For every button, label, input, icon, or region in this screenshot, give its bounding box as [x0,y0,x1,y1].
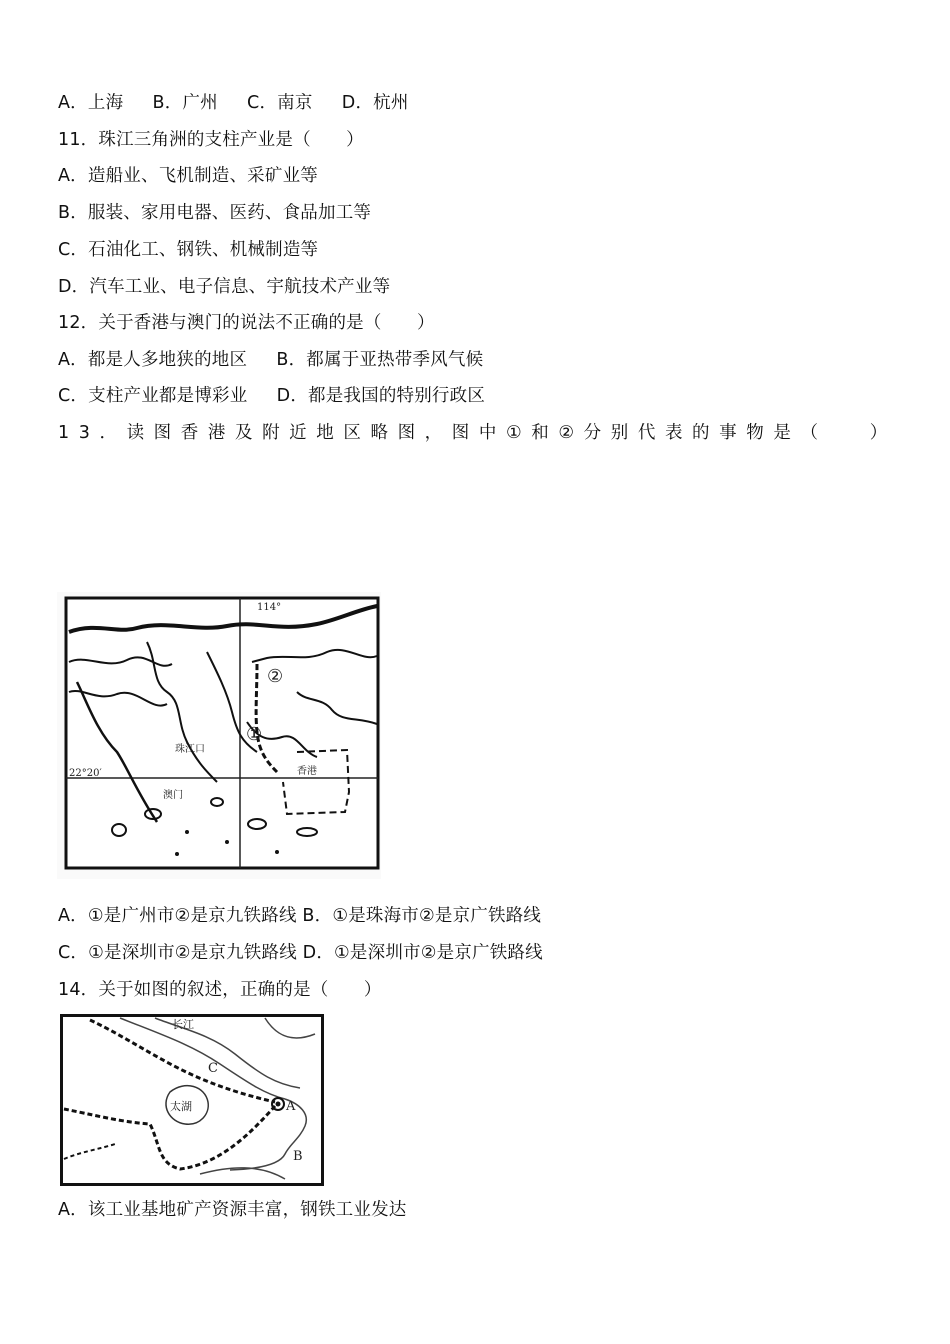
q14-option-a: A．该工业基地矿产资源丰富，钢铁工业发达 [58,1200,407,1220]
q11-option-a: A．造船业、飞机制造、采矿业等 [58,166,318,186]
q12-options-cd: C．支柱产业都是博彩业 D．都是我国的特别行政区 [58,386,486,406]
hong-kong-map [57,592,381,879]
place-zhujiangkou: 珠江口 [175,744,205,755]
place-macau: 澳门 [163,790,183,801]
marker-1: ① [246,724,263,745]
q12-options-ab: A．都是人多地狭的地区 B．都属于亚热带季风气候 [58,350,484,370]
longitude-label: 114° [257,602,282,613]
label-c: C [208,1061,218,1076]
river-label: 长江 [172,1018,194,1031]
q11-option-c: C．石油化工、钢铁、机械制造等 [58,240,319,260]
yangtze-delta-map [60,1014,324,1186]
q13-options-cd: C．①是深圳市②是京九铁路线 D．①是深圳市②是京广铁路线 [58,943,543,963]
question-12: 12．关于香港与澳门的说法不正确的是（ ） [58,313,435,333]
question-13: 13．读图香港及附近地区略图，图中①和②分别代表的事物是（ ） [58,423,897,443]
question-14: 14．关于如图的叙述，正确的是（ ） [58,980,382,1000]
question-11: 11．珠江三角洲的支柱产业是（ ） [58,130,364,150]
q11-option-b: B．服装、家用电器、医药、食品加工等 [58,203,372,223]
marker-2: ② [267,666,284,687]
latitude-label: 22°20′ [69,768,102,779]
label-a: A [286,1099,296,1114]
q13-options-ab: A．①是广州市②是京九铁路线 B．①是珠海市②是京广铁路线 [58,906,542,926]
place-hongkong: 香港 [297,766,317,777]
option-line-q10: A．上海 B．广州 C．南京 D．杭州 [58,93,409,113]
lake-label: 太湖 [170,1100,192,1113]
label-b: B [293,1149,303,1164]
q11-option-d: D．汽车工业、电子信息、宇航技术产业等 [58,277,391,297]
